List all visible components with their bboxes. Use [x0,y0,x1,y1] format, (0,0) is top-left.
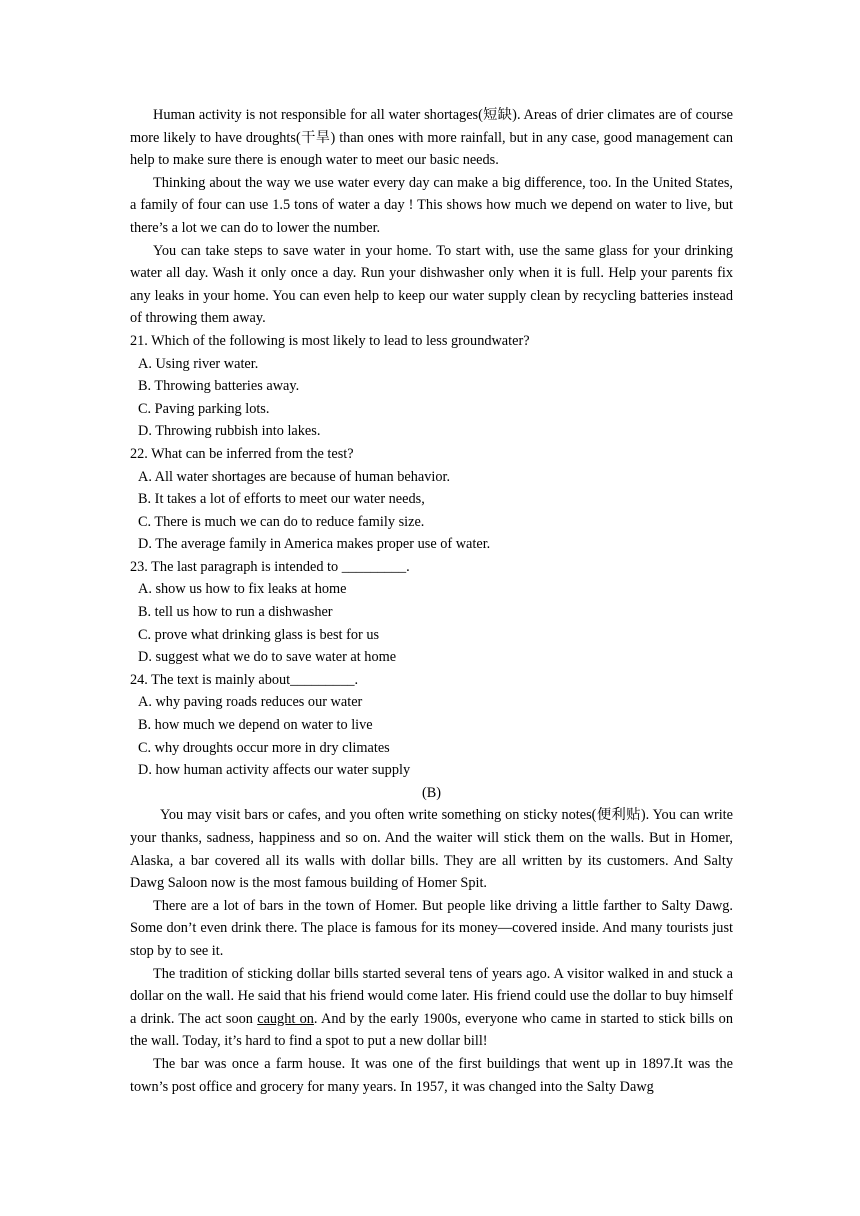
question-stem: 21. Which of the following is most likely to lead to less groundwater? [130,332,530,349]
passage-a-paragraph-2: Thinking about the way we use water every day can make a big difference, too. In the United States, a family of four can use 1.5 tons of water a day ! This shows how much we depend on water to live, but there’s a lot we can do to lower the number. [130,174,733,236]
passage-b-paragraph-4: The bar was once a farm house. It was one of the first buildings that went up in 1897.It was the town’s post office and grocery for many years. In 1957, it was changed into the Salty Dawg [130,1055,733,1095]
passage-b-paragraph-1: You may visit bars or cafes, and you often write something on sticky notes(便利贴). You can write your thanks, sadness, happiness and so on. And the waiter will stick them on the walls. But in Homer, Alaska, a bar covered all its walls with dollar bills. They are all written by its customers. And Salty Dawg Saloon now is the most famous building of Homer Spit. [130,807,733,892]
paragraph-text: . And by the early 1900s, everyone who came in started to stick bills on the wall. Today, it’s hard to find a spot to put a new dollar bill! [130,1010,733,1050]
question-stem: 22. What can be inferred from the test? [130,445,354,462]
paragraph-text: The tradition of sticking dollar bills started several tens of years ago. A visitor walked in and stuck a dollar on the wall. He said that his friend would come later. His friend could use the dollar to buy himself a drink. The act soon [130,965,733,1027]
question-23 [130,556,733,669]
question-option: D. Throwing rubbish into lakes. [138,423,321,440]
question-24 [130,669,733,782]
question-option: A. show us how to fix leaks at home [138,581,347,598]
question-option: C. prove what drinking glass is best for us [138,626,380,643]
question-option: D. suggest what we do to save water at home [138,649,397,666]
question-21 [130,330,733,443]
question-option: A. why paving roads reduces our water [138,694,363,711]
question-option: C. Paving parking lots. [138,400,270,417]
passage-b-paragraph-3 [130,963,733,1053]
question-option: B. tell us how to run a dishwasher [138,604,333,621]
section-b-heading: (B) [421,784,442,801]
passage-b-paragraph-2: There are a lot of bars in the town of Homer. But people like driving a little farther to Salty Dawg. Some don’t even drink there. The place is famous for its money—covered inside. And many tourists just stop by to see it. [130,897,733,959]
passage-a-paragraph-1: Human activity is not responsible for all water shortages(短缺). Areas of drier climates are of course more likely to have droughts(干旱) than ones with more rainfall, but in any case, good management can help to make sure there is enough water to meet our basic needs. [130,107,733,169]
question-stem: 24. The text is mainly about_________. [130,671,359,688]
question-stem: 23. The last paragraph is intended to _________. [130,558,410,575]
question-option: A. All water shortages are because of human behavior. [138,468,451,485]
underlined-phrase: caught on [257,1010,314,1027]
question-option: C. There is much we can do to reduce family size. [138,513,425,530]
question-option: D. how human activity affects our water supply [138,762,411,779]
question-option: B. how much we depend on water to live [138,717,373,734]
question-22 [130,443,733,556]
question-option: C. why droughts occur more in dry climates [138,739,390,756]
question-option: D. The average family in America makes proper use of water. [138,536,491,553]
question-option: B. Throwing batteries away. [138,378,300,395]
passage-a-paragraph-3: You can take steps to save water in your home. To start with, use the same glass for your drinking water all day. Wash it only once a day. Run your dishwasher only when it is full. Help your parents fix any leaks in your home. You can even help to keep our water supply clean by recycling batteries instead of throwing them away. [130,242,733,327]
question-option: A. Using river water. [138,355,259,372]
question-option: B. It takes a lot of efforts to meet our water needs, [138,491,425,508]
